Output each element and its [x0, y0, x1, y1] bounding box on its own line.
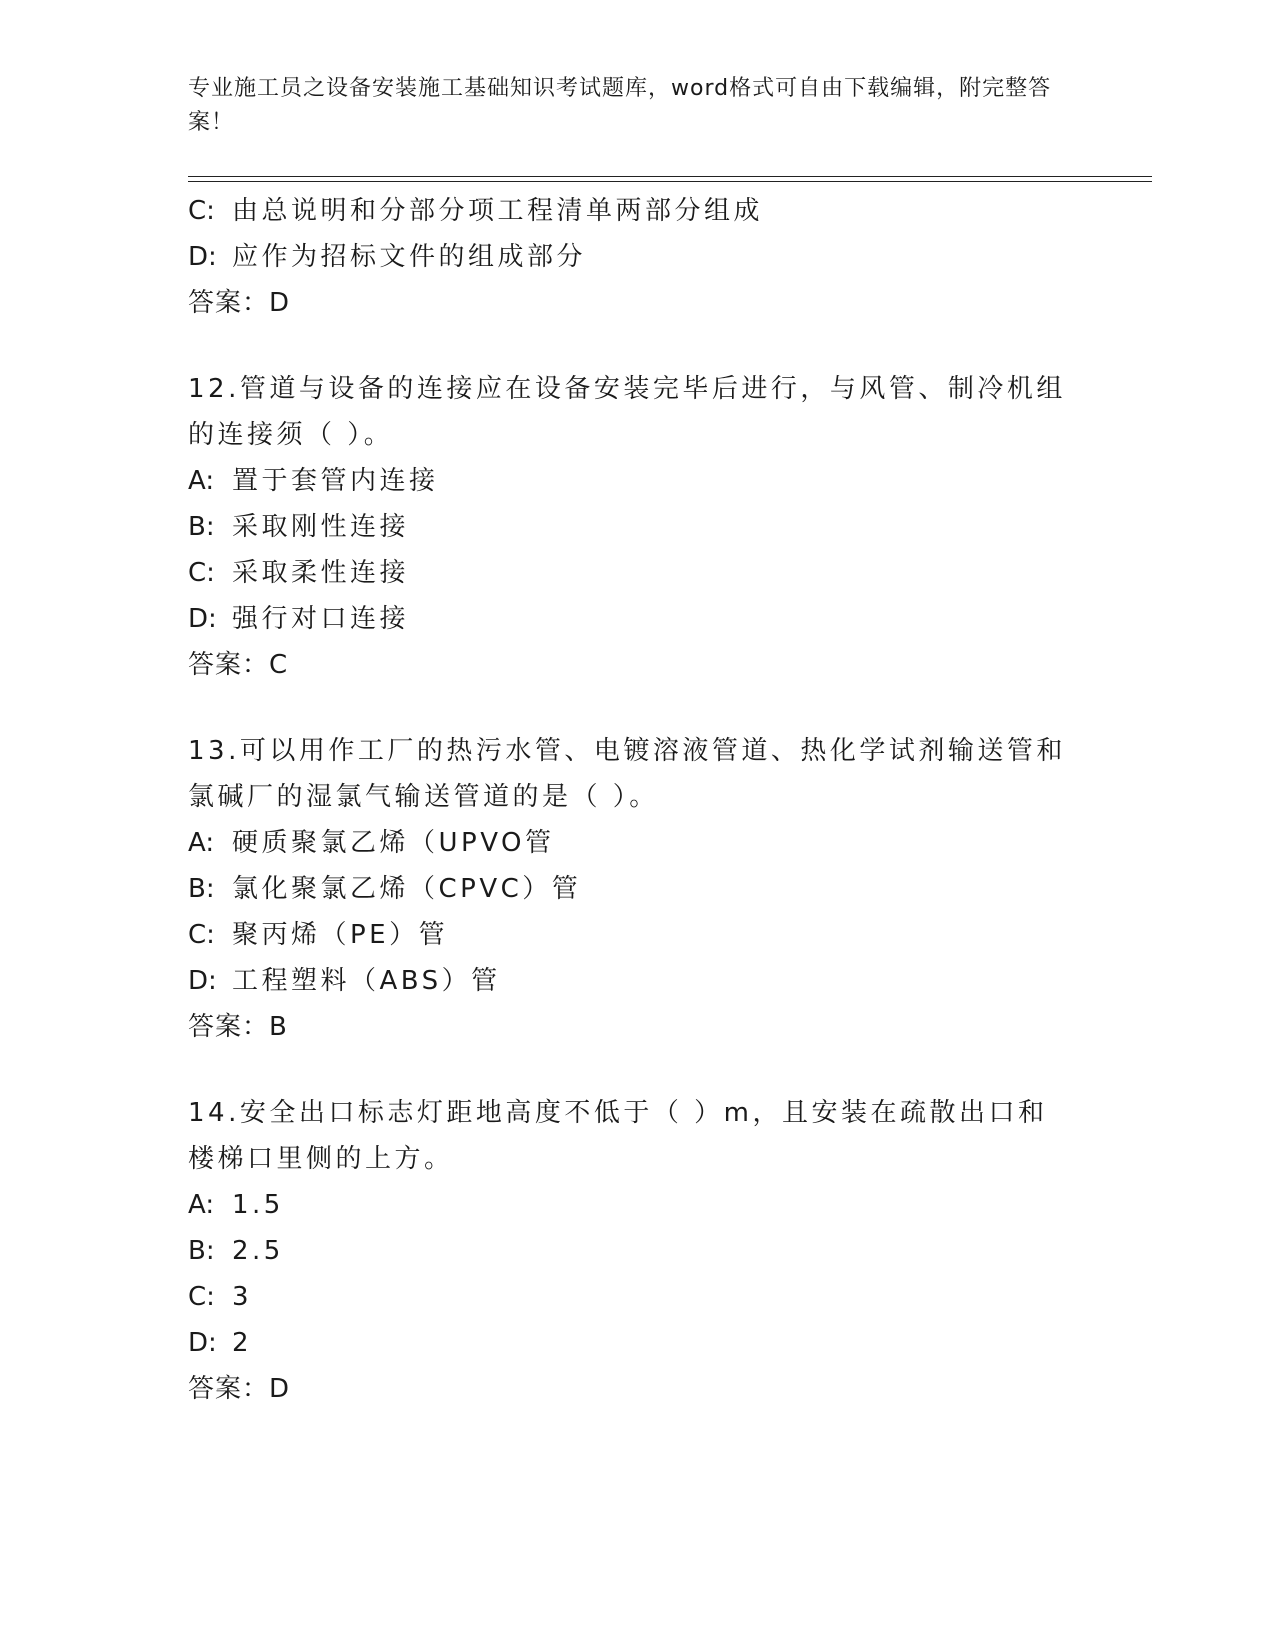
option-letter: B: [188, 1236, 215, 1266]
option-c [188, 188, 1088, 234]
option-text: 聚丙烯（PE）管 [232, 920, 449, 950]
option-letter: D: [188, 242, 217, 272]
option-c [188, 912, 1088, 958]
option-letter: C: [188, 558, 215, 588]
option-letter: D: [188, 1328, 217, 1358]
option-text: 采取柔性连接 [232, 558, 410, 588]
option-text: 置于套管内连接 [232, 466, 439, 496]
document-body [188, 188, 1088, 1412]
option-letter: A: [188, 1190, 215, 1220]
option-a [188, 1182, 1088, 1228]
answer-line: 答案：C [188, 650, 289, 680]
option-text: 3 [232, 1282, 253, 1312]
option-b [188, 504, 1088, 550]
header-rule-top [188, 176, 1152, 177]
answer-line: 答案：B [188, 1012, 288, 1042]
option-letter: A: [188, 828, 215, 858]
option-letter: C: [188, 1282, 215, 1312]
question-14 [188, 1090, 1088, 1412]
option-d [188, 596, 1088, 642]
option-text: 由总说明和分部分项工程清单两部分组成 [232, 196, 764, 226]
question-13 [188, 728, 1088, 1050]
option-text: 工程塑料（ABS）管 [232, 966, 501, 996]
question-12 [188, 366, 1088, 688]
option-text: 采取刚性连接 [232, 512, 410, 542]
option-b [188, 866, 1088, 912]
option-text: 2.5 [232, 1236, 284, 1266]
option-text: 应作为招标文件的组成部分 [232, 242, 587, 272]
header-rule-bottom [188, 181, 1152, 182]
question-text: 13.可以用作工厂的热污水管、电镀溶液管道、热化学试剂输送管和氯碱厂的湿氯气输送管道的是（ ）。 [188, 736, 1066, 812]
option-letter: D: [188, 604, 217, 634]
answer-line: 答案：D [188, 288, 291, 318]
option-d [188, 234, 1088, 280]
question-text: 14.安全出口标志灯距地高度不低于（ ）m，且安装在疏散出口和楼梯口里侧的上方。 [188, 1098, 1048, 1174]
option-b [188, 1228, 1088, 1274]
option-text: 2 [232, 1328, 253, 1358]
option-letter: A: [188, 466, 215, 496]
option-c [188, 550, 1088, 596]
option-a [188, 458, 1088, 504]
option-text: 氯化聚氯乙烯（CPVC）管 [232, 874, 582, 904]
document-header: 专业施工员之设备安装施工基础知识考试题库，word格式可自由下载编辑，附完整答案！ [188, 76, 1052, 135]
option-letter: C: [188, 920, 215, 950]
option-text: 强行对口连接 [232, 604, 410, 634]
prev-question-block [188, 188, 1088, 326]
option-a [188, 820, 1088, 866]
option-d [188, 1320, 1088, 1366]
option-text: 1.5 [232, 1190, 284, 1220]
option-letter: C: [188, 196, 215, 226]
option-d [188, 958, 1088, 1004]
option-text: 硬质聚氯乙烯（UPVO管 [232, 828, 555, 858]
answer-line: 答案：D [188, 1374, 291, 1404]
option-letter: B: [188, 874, 215, 904]
option-letter: D: [188, 966, 217, 996]
option-c [188, 1274, 1088, 1320]
option-letter: B: [188, 512, 215, 542]
question-text: 12.管道与设备的连接应在设备安装完毕后进行，与风管、制冷机组的连接须（ ）。 [188, 374, 1066, 450]
